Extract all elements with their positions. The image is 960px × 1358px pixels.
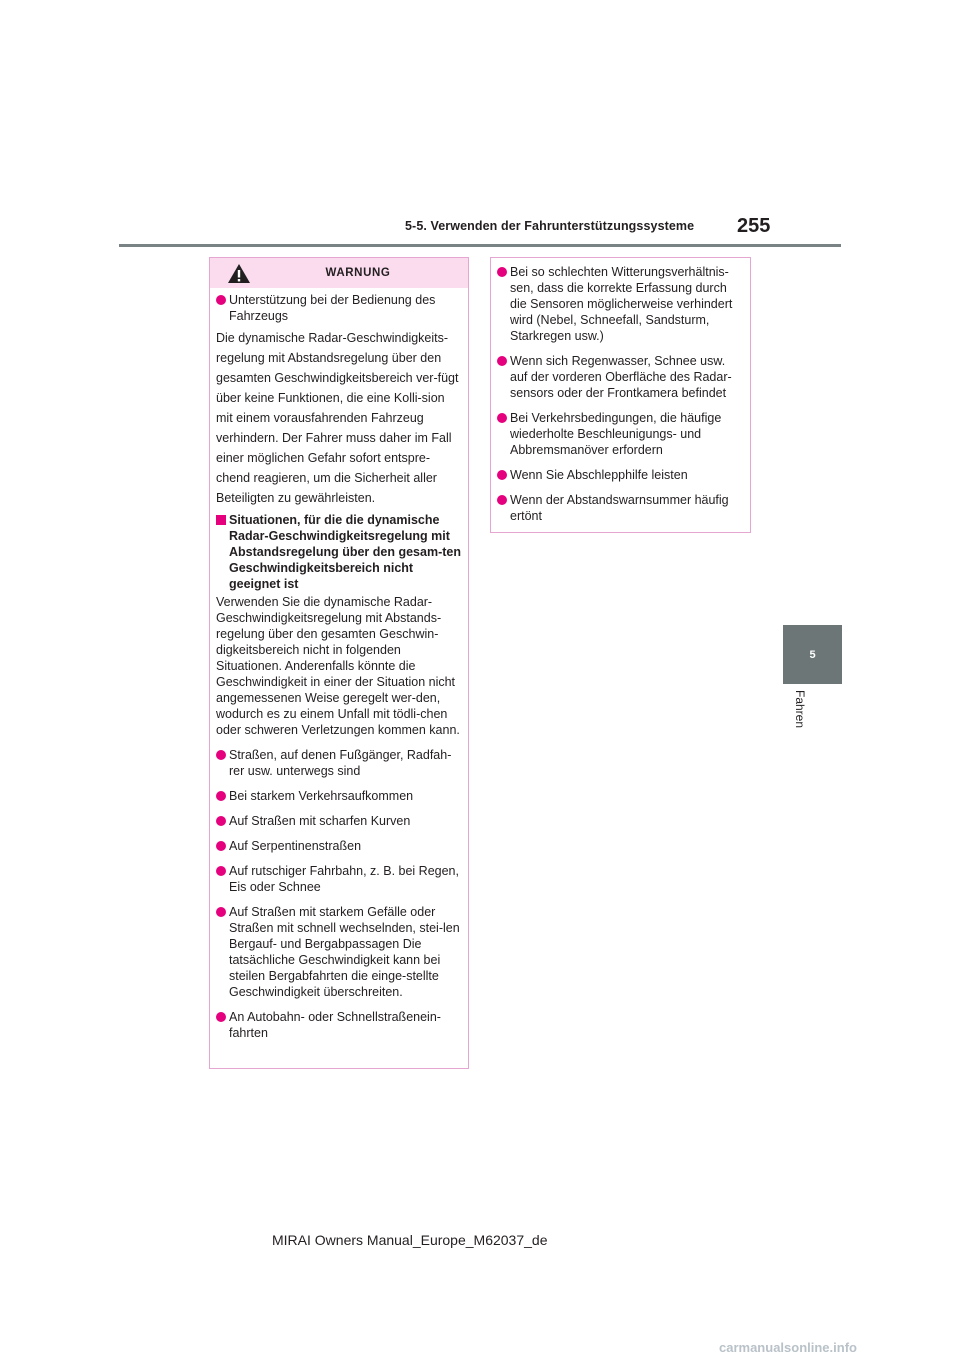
list-item: Wenn der Abstandswarnsummer häufig ertönt	[497, 492, 744, 524]
header-divider	[119, 244, 841, 247]
manual-id: MIRAI Owners Manual_Europe_M62037_de	[272, 1232, 548, 1248]
warning-body-left	[210, 288, 468, 1041]
section-title: 5-5. Verwenden der Fahrunterstützungssysteme	[405, 219, 695, 233]
list-item: Auf Straßen mit starkem Gefälle oder Straßen mit schnell wechselnden, stei-len Bergauf- und Bergabpassagen Die tatsächliche Geschwindigkeit kann bei steilen Bergabfahrten die einge-stellte Geschwindigkeit überschreiten.	[216, 904, 462, 1000]
list-item: An Autobahn- oder Schnellstraßenein-fahrten	[216, 1009, 462, 1041]
list-item: Bei so schlechten Witterungsverhältnis-sen, dass die korrekte Erfassung durch die Sensoren möglicherweise verhindert wird (Nebel, Schneefall, Sandsturm, Starkregen usw.)	[497, 264, 744, 344]
watermark: carmanualsonline.info	[719, 1340, 857, 1355]
warning-header	[210, 258, 468, 288]
chapter-label: Fahren	[793, 690, 807, 729]
intro-paragraph: Die dynamische Radar-Geschwindigkeits-regelung mit Abstandsregelung über den gesamten Geschwindigkeitsbereich ver-fügt über keine Funktionen, die eine Kolli-sion mit einem vorausfahrenden Fahrzeug verhindern. Der Fahrer muss daher im Fall einer möglichen Gefahr sofort entspre-chend reagieren, um die Sicherheit aller Beteiligten zu gewährleisten.	[216, 331, 459, 505]
chapter-number: 5	[809, 648, 816, 661]
list-item: Auf Straßen mit scharfen Kurven	[216, 813, 462, 829]
warning-triangle-icon	[227, 263, 251, 284]
warning-box-right	[490, 257, 751, 533]
list-item: Straßen, auf denen Fußgänger, Radfah-rer usw. unterwegs sind	[216, 747, 462, 779]
list-item: Auf rutschiger Fahrbahn, z. B. bei Regen, Eis oder Schnee	[216, 863, 462, 895]
subheading-text: Verwenden Sie die dynamische Radar-Geschwindigkeitsregelung mit Abstands-regelung über den gesamten Geschwin-digkeitsbereich nicht in folgenden Situationen. Anderenfalls könnte die Geschwindigkeit in einer der Situation nicht angemessenen Weise geregelt wer-den, wodurch es zu einem Unfall mit tödli-chen oder schweren Verletzungen kommen kann.	[216, 595, 460, 737]
list-item: Wenn sich Regenwasser, Schnee usw. auf der vorderen Oberfläche des Radar-sensors oder der Frontkamera befindet	[497, 353, 744, 401]
list-item: Bei starkem Verkehrsaufkommen	[216, 788, 462, 804]
page-number: 255	[737, 215, 771, 237]
list-item: Wenn Sie Abschlepphilfe leisten	[497, 467, 744, 483]
list-item: Bei Verkehrsbedingungen, die häufige wiederholte Beschleunigungs- und Abbremsmanöver erfordern	[497, 410, 744, 458]
list-item: Auf Serpentinenstraßen	[216, 838, 462, 854]
warning-title: WARNUNG	[325, 267, 391, 279]
warning-box-left	[209, 257, 469, 1069]
list-item: Unterstützung bei der Bedienung des Fahrzeugs	[216, 292, 462, 324]
subheading: Situationen, für die die dynamische Radar-Geschwindigkeitsregelung mit Abstandsregelung über den gesam-ten Geschwindigkeitsbereich nicht geeignet ist	[216, 512, 462, 592]
chapter-tab	[783, 625, 842, 684]
